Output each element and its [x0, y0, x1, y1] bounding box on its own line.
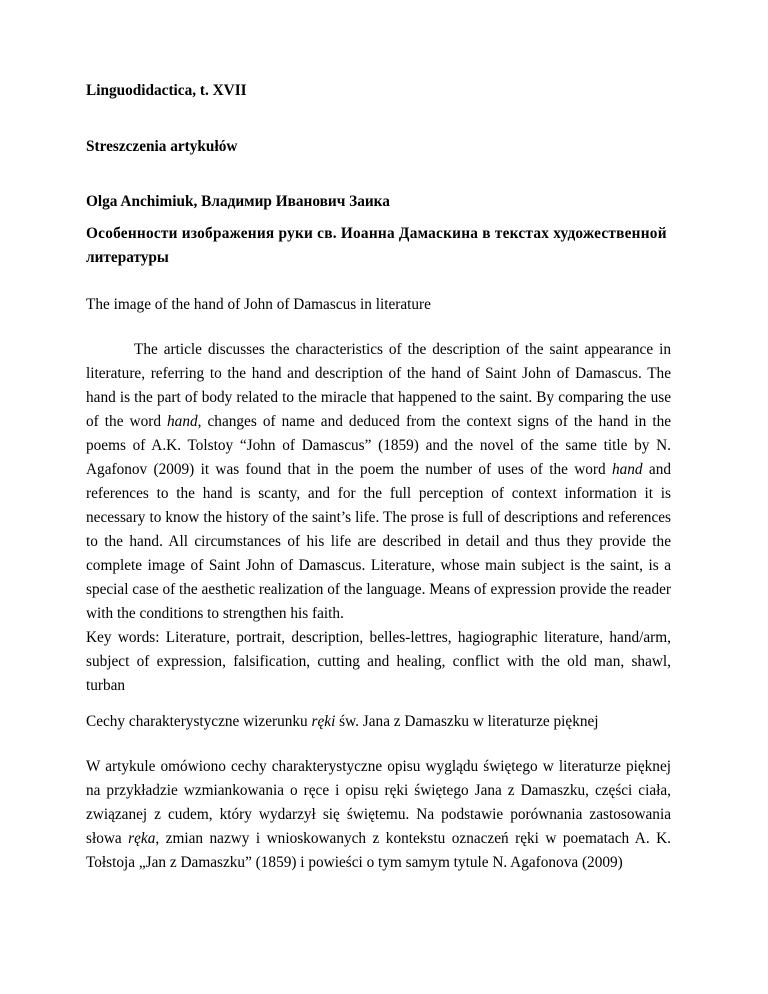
english-abstract [86, 338, 671, 626]
polish-title-italic: ręki [311, 713, 336, 730]
polish-abstract-italic: ręka [128, 830, 156, 847]
russian-title-line-2: литературы [86, 249, 169, 266]
english-abstract-italic-2: hand [611, 461, 643, 478]
authors: Olga Anchimiuk, Владимир Иванович Заика [86, 193, 390, 210]
english-abstract-part-2: , changes of name and deduced from the context signs of the hand in the poems of A.K. Tolstoy “John of Damascus” (1859) and the novel of the same title by N. Agafonov (2009) it was found that in the poem the number of uses of the word [86, 413, 672, 478]
section-heading: Streszczenia artykułów [86, 138, 238, 155]
english-abstract-part-3: and references to the hand is scanty, and for the full perception of context information it is necessary to know the history of the saint’s life. The prose is full of descriptions and references to the hand. All circumstances of his life are described in detail and thus they provide the complete image of Saint John of Damascus. Literature, whose main subject is the saint, is a special case of the aesthetic realization of the language. Means of expression provide the reader with the conditions to strengthen his faith. [86, 461, 671, 622]
english-keywords: Key words: Literature, portrait, description, belles-lettres, hagiographic literature, hand/arm, subject of expression, falsification, cutting and healing, conflict with the old man, shawl, turban [86, 629, 671, 694]
journal-title: Linguodidactica, t. XVII [86, 82, 247, 99]
polish-title-part-1: Cechy charakterystyczne wizerunku [86, 713, 312, 730]
polish-abstract-part-2: , zmian nazwy i wnioskowanych z kontekstu oznaczeń ręki w poematach A. K. Tołstoja „Jan z Damaszku” (1859) i powieści o tym samym tytule N. Agafonova (2009) [86, 830, 672, 871]
english-title: The image of the hand of John of Damascus in literature [86, 296, 431, 313]
english-abstract-part-1: The article discusses the characteristics of the description of the saint appearance in literature, referring to the hand and description of the hand of Saint John of Damascus. The hand is the part of body related to the miracle that happened to the saint. By comparing the use of the word [86, 341, 671, 430]
polish-title-part-2: św. Jana z Damaszku w literaturze pięknej [335, 713, 599, 730]
russian-title-line-1: Особенности изображения руки св. Иоанна Дамаскина в текстах художественной [86, 225, 667, 242]
polish-abstract-part-1: W artykule omówiono cechy charakterystyczne opisu wyglądu świętego w literaturze pięknej na przykładzie wzmiankowania o ręce i opisu ręki świętego Jana z Damaszku, części ciała, związanej z cudem, który wydarzył się świętemu. Na podstawie porównania zastosowania słowa [86, 758, 671, 847]
polish-title [86, 713, 599, 731]
polish-abstract [86, 755, 671, 875]
english-abstract-italic-1: hand [167, 413, 198, 430]
